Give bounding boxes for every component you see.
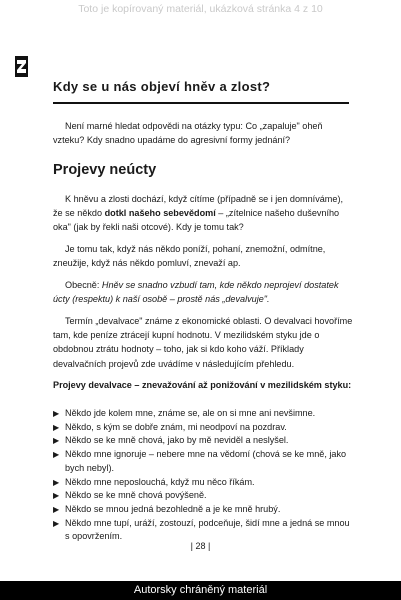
list-item: ▶ Někdo mne ignoruje – nebere mne na vědomí (chová se ke mně, jako bych nebyl). — [53, 449, 347, 473]
paragraph-1: K hněvu a zlosti dochází, když cítíme (případně se i jen domníváme), že se někdo dotkl našeho sebevědomí – „zítelnice našeho duševního oka" (jak by řekli naši otcové). Kdy je tomu tak? — [53, 194, 343, 233]
list-item: ▶ Někdo se mnou jedná bezohledně a je ke mně hrubý. — [53, 503, 353, 517]
page-number: | 28 | — [190, 541, 211, 551]
section-heading: Kdy se u nás objeví hněv a zlost? — [53, 79, 271, 94]
list-item: ▶ Někdo jde kolem mne, známe se, ale on si mne ani nevšimne. — [53, 407, 353, 421]
devaluation-list — [53, 407, 353, 544]
arrow-bullet-icon: ▶ — [53, 409, 60, 418]
intro-paragraph: Není marné hledat odpovědi na otázky typu: Co „zapaluje" oheň vzteku? Kdy snadno upadáme do agresivní formy jednání? — [53, 121, 323, 146]
chapter-marker-icon — [15, 56, 28, 77]
copyright-footer: Autorsky chráněný materiál — [0, 581, 401, 600]
list-item: ▶ Někdo se ke mně chová povýšeně. — [53, 489, 353, 503]
list-heading: Projevy devalvace – znevažování až ponižování v mezilidském styku: — [53, 380, 352, 390]
subsection-heading: Projevy neúcty — [53, 162, 157, 178]
arrow-bullet-icon: ▶ — [53, 504, 60, 514]
list-item: ▶ Někdo mne tupí, uráží, zostouzí, podceňuje, šidí mne a jedná se mnou s opovržením. — [53, 517, 350, 542]
heading-rule — [53, 102, 349, 104]
paragraph-3: Obecně: Hněv se snadno vzbudí tam, kde někdo neprojeví dostatek úcty (respektu) k naší osobě – prostě nás „devalvuje". — [53, 280, 339, 305]
watermark: Toto je kopírovaný materiál, ukázková stránka 4 z 10 — [78, 3, 323, 15]
paragraph-2: Je tomu tak, když nás někdo poníží, pohaní, znemožní, odmítne, zneužije, když nás někdo pomluví, znevaží ap. — [53, 244, 326, 269]
arrow-bullet-icon: ▶ — [53, 518, 60, 528]
list-item: ▶ Někdo mne neposlouchá, když mu něco říkám. — [53, 476, 353, 490]
arrow-bullet-icon: ▶ — [53, 450, 60, 460]
list-item: ▶ Někdo se ke mně chová, jako by mě neviděl a neslyšel. — [53, 434, 353, 448]
arrow-bullet-icon: ▶ — [53, 436, 60, 446]
arrow-bullet-icon: ▶ — [53, 491, 60, 501]
list-item: ▶ Někdo, s kým se dobře znám, mi neodpoví na pozdrav. — [53, 421, 353, 435]
paragraph-4: Termín „devalvace" známe z ekonomické oblasti. O devalvaci hovoříme tam, kde peníze ztrácejí kupní hodnotu. V mezilidském styku jde o obdobnou ztrátu hodnoty – toho, jak si kdo koho váží. Příklady devalvačních projevů zde uvádíme v následujícím přehledu. — [53, 316, 353, 369]
arrow-bullet-icon: ▶ — [53, 477, 60, 487]
arrow-bullet-icon: ▶ — [53, 422, 60, 432]
